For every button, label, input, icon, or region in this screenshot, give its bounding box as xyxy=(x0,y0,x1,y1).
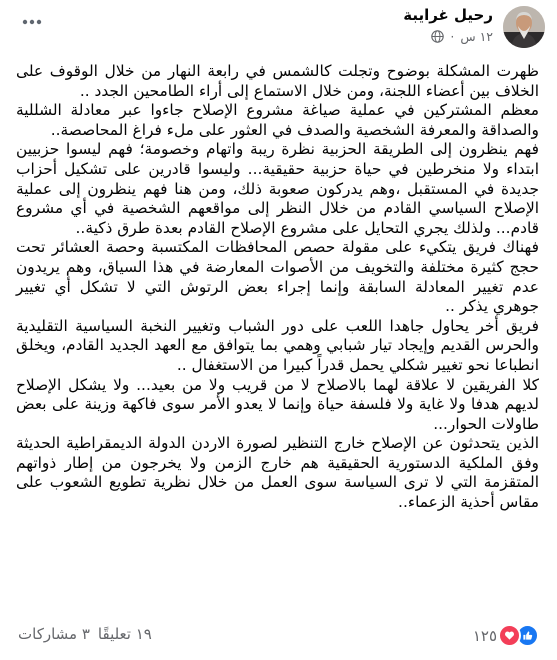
post-meta xyxy=(431,29,493,44)
shares-count[interactable]: ٣ مشاركات xyxy=(18,625,90,643)
comments-count[interactable]: ١٩ تعليقًا xyxy=(97,625,152,643)
reactions-summary[interactable] xyxy=(473,624,539,647)
post-body xyxy=(16,62,539,513)
author-avatar[interactable] xyxy=(503,6,545,48)
post-paragraph: فهناك فريق يتكيء على مقولة حصص المحافظات المكتسبة وحصة العشائر تحت حجج كثيرة مختلفة والتخويف من الأصوات المعارضة في هذا السياق، وهم يريدون عدم تغيير المعادلة السابقة وإنما إجراء بعض الرتوش التي لا تشكل أي تغيير جوهري يذكر .. xyxy=(16,238,539,316)
post-time[interactable]: ١٢ س xyxy=(460,29,493,44)
more-options-icon[interactable] xyxy=(18,10,46,34)
reaction-icons xyxy=(503,624,539,647)
post-header xyxy=(0,0,557,56)
post-paragraph: ظهرت المشكلة بوضوح وتجلت كالشمس في رابعة النهار من خلال الوقوف على الخلاف بين أعضاء اللجنة، ومن خلال الاستماع إلى أراء الطامحين الجدد .. xyxy=(16,62,539,100)
post-paragraph: فهم ينظرون إلى الطريقة الحزبية نظرة ريبة واتهام وخصومة؛ فهم ليسوا حزبيين ابتداء ولا منخرطين في حياة حزبية حقيقية... وليسوا قادرين على تشكيل أحزاب جديدة في المستقبل ،وهم يدركون صعوبة ذلك، ومن هنا فهم ينظرون إلى عملية الإصلاح السياسي القادم من خلال النظر إلى مواقعهم الشخصية في أي مشروع قادم... ولذلك يجري التحايل على مشروع الإصلاح القادم بعدة طرق ذكية.. xyxy=(16,140,539,237)
author-name[interactable]: رحيل غرايبة xyxy=(403,6,493,24)
reaction-count: ١٢٥ xyxy=(472,626,497,645)
avatar-photo xyxy=(503,6,545,48)
post-paragraph: معظم المشتركين في عملية صياغة مشروع الإصلاح جاءوا عبر معادلة الشللية والصداقة والمعرفة الشخصية والصدف في العثور على ملء فراغ المحاصصة.. xyxy=(16,101,539,139)
globe-icon[interactable] xyxy=(431,30,444,43)
post-paragraph: الذين يتحدثون عن الإصلاح خارج التنظير لصورة الاردن الدولة الديمقراطية الحديثة وفق الملكية الدستورية الحقيقية هم خارج الزمن ولا يخرجون من إطار ذواتهم المتقزمة التي لا ترى السياسة سوى العمل من خلال نظرية تطويع الشعوب على مقاس أحذية الزعماء.. xyxy=(16,434,539,512)
meta-separator: · xyxy=(450,29,455,44)
post-paragraph: كلا الفريقين لا علاقة لهما بالاصلاح لا من قريب ولا من بعيد... ولا يشكل الإصلاح لديهم هدفا ولا غاية ولا فلسفة حياة وإنما لا يعدو الأمر سوى فاكهة وزينة على بعض طاولات الحوار... xyxy=(16,375,539,433)
post-stats xyxy=(18,625,152,643)
post-footer xyxy=(0,616,557,652)
love-icon xyxy=(498,624,521,647)
post-paragraph: فريق أخر يحاول جاهدا اللعب على دور الشباب وتغيير النخبة السياسية التقليدية والحرس القديم وإيجاد تيار شبابي وهمي بما يتوافق مع العهد الجديد القادم، ويخلق انطباعا نحو تغيير شكلي يحمل قدراً كبيرا من الاستغفال .. xyxy=(16,316,539,374)
